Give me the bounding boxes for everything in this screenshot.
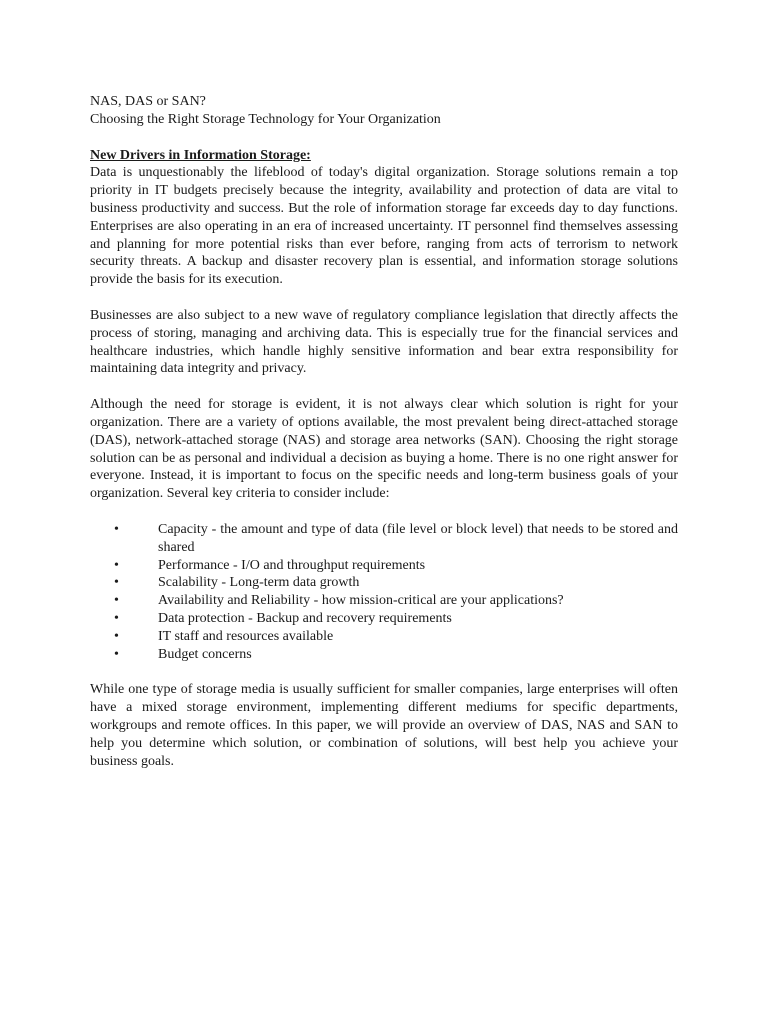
paragraph: Businesses are also subject to a new wave of regulatory compliance legislation that directly affects the process of storing, managing and archiving data. This is especially true for the financial services and healthcare industries, which handle highly sensitive information and bear extra responsibility for maintaining data integrity and privacy. (90, 307, 678, 377)
bullet-icon: • (114, 646, 119, 662)
list-item (90, 628, 678, 646)
list-item (90, 521, 678, 557)
list-item-text: Data protection - Backup and recovery requirements (158, 610, 452, 626)
document-body (90, 93, 678, 770)
paragraph: Data is unquestionably the lifeblood of today's digital organization. Storage solutions remain a top priority in IT budgets precisely because the integrity, availability and protection of data are vital to business productivity and success. But the role of information storage far exceeds day to day functions. Enterprises are also operating in an era of increased uncertainty. IT personnel find themselves assessing and planning for more potential risks than ever before, ranging from acts of terrorism to network security threats. A backup and disaster recovery plan is essential, and information storage solutions provide the basis for its execution. (90, 165, 678, 288)
paragraph: Although the need for storage is evident, it is not always clear which solution is right for your organization. There are a variety of options available, the most prevalent being direct-attached storage (DAS), network-attached storage (NAS) and storage area networks (SAN). Choosing the right storage solution can be as personal and individual a decision as buying a home. There is no one right answer for everyone. Instead, it is important to focus on the specific needs and long-term business goals of your organization. Several key criteria to consider include: (90, 397, 678, 502)
bullet-icon: • (114, 557, 119, 573)
list-item-text: Scalability - Long-term data growth (158, 575, 360, 591)
bullet-icon: • (114, 593, 119, 609)
list-item (90, 610, 678, 628)
list-item (90, 557, 678, 575)
closing-paragraph: While one type of storage media is usually sufficient for smaller companies, large enterprises will often have a mixed storage environment, implementing different mediums for specific departments, workgroups and remote offices. In this paper, we will provide an overview of DAS, NAS and SAN to help you determine which solution, or combination of solutions, will best help you achieve your business goals. (90, 682, 678, 769)
list-item (90, 592, 678, 610)
bullet-icon: • (114, 610, 119, 626)
list-item (90, 646, 678, 664)
bullet-icon: • (114, 521, 119, 537)
document-title: NAS, DAS or SAN? (90, 94, 206, 109)
list-item-text: IT staff and resources available (158, 628, 334, 644)
list-item-text: Capacity - the amount and type of data (file level or block level) that needs to be stored and shared (158, 521, 678, 555)
list-item (90, 574, 678, 592)
section-heading: New Drivers in Information Storage: (90, 147, 311, 163)
list-item-text: Performance - I/O and throughput requirements (158, 557, 426, 573)
list-item-text: Availability and Reliability - how mission-critical are your applications? (158, 593, 564, 609)
bullet-icon: • (114, 575, 119, 591)
criteria-list (90, 521, 678, 663)
document-subtitle: Choosing the Right Storage Technology for Your Organization (90, 111, 441, 127)
list-item-text: Budget concerns (158, 646, 252, 662)
bullet-icon: • (114, 628, 119, 644)
